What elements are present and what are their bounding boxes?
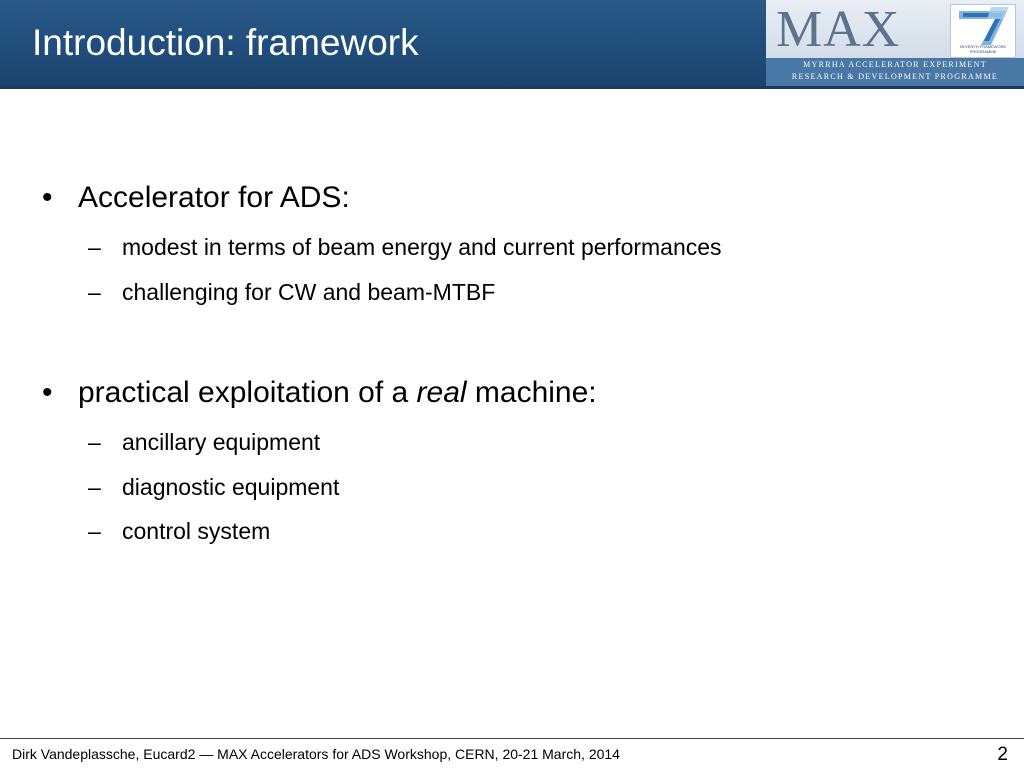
sub-bullet-text: diagnostic equipment bbox=[122, 474, 340, 500]
bullet-text bbox=[78, 376, 597, 410]
sub-bullet-marker: – bbox=[88, 474, 101, 500]
bullet-text-emphasis: real bbox=[416, 376, 467, 409]
sub-bullet-marker: – bbox=[88, 429, 101, 455]
footer-text: Dirk Vandeplassche, Eucard2 — MAX Accelerators for ADS Workshop, CERN, 20-21 March, 2014 bbox=[12, 746, 620, 762]
logo-subtitle-2: RESEARCH & DEVELOPMENT PROGRAMME bbox=[791, 72, 999, 81]
sub-bullet-text: challenging for CW and beam-MTBF bbox=[122, 279, 496, 305]
max-wordmark: MAX bbox=[776, 1, 901, 58]
bullet-marker: • bbox=[42, 181, 53, 214]
sub-bullet-marker: – bbox=[88, 234, 101, 260]
sub-bullet-marker: – bbox=[88, 279, 101, 305]
sub-bullet-marker: – bbox=[88, 518, 101, 544]
bullet-text-part: machine: bbox=[466, 376, 597, 409]
bullet-marker: • bbox=[42, 376, 53, 409]
bullet-text: Accelerator for ADS: bbox=[78, 181, 350, 214]
page-number: 2 bbox=[997, 744, 1008, 765]
slide-title: Introduction: framework bbox=[32, 22, 419, 63]
bullet-text-part: practical exploitation of a bbox=[78, 376, 417, 409]
footer-divider bbox=[0, 738, 1024, 739]
fp7-label: SEVENTH FRAMEWORK PROGRAMME bbox=[959, 44, 1007, 54]
logo-subtitle-1: MYRRHA ACCELERATOR EXPERIMENT bbox=[803, 60, 987, 69]
sub-bullet-text: ancillary equipment bbox=[122, 429, 321, 455]
sub-bullet-text: control system bbox=[122, 518, 271, 544]
sub-bullet-text: modest in terms of beam energy and current performances bbox=[122, 234, 722, 260]
